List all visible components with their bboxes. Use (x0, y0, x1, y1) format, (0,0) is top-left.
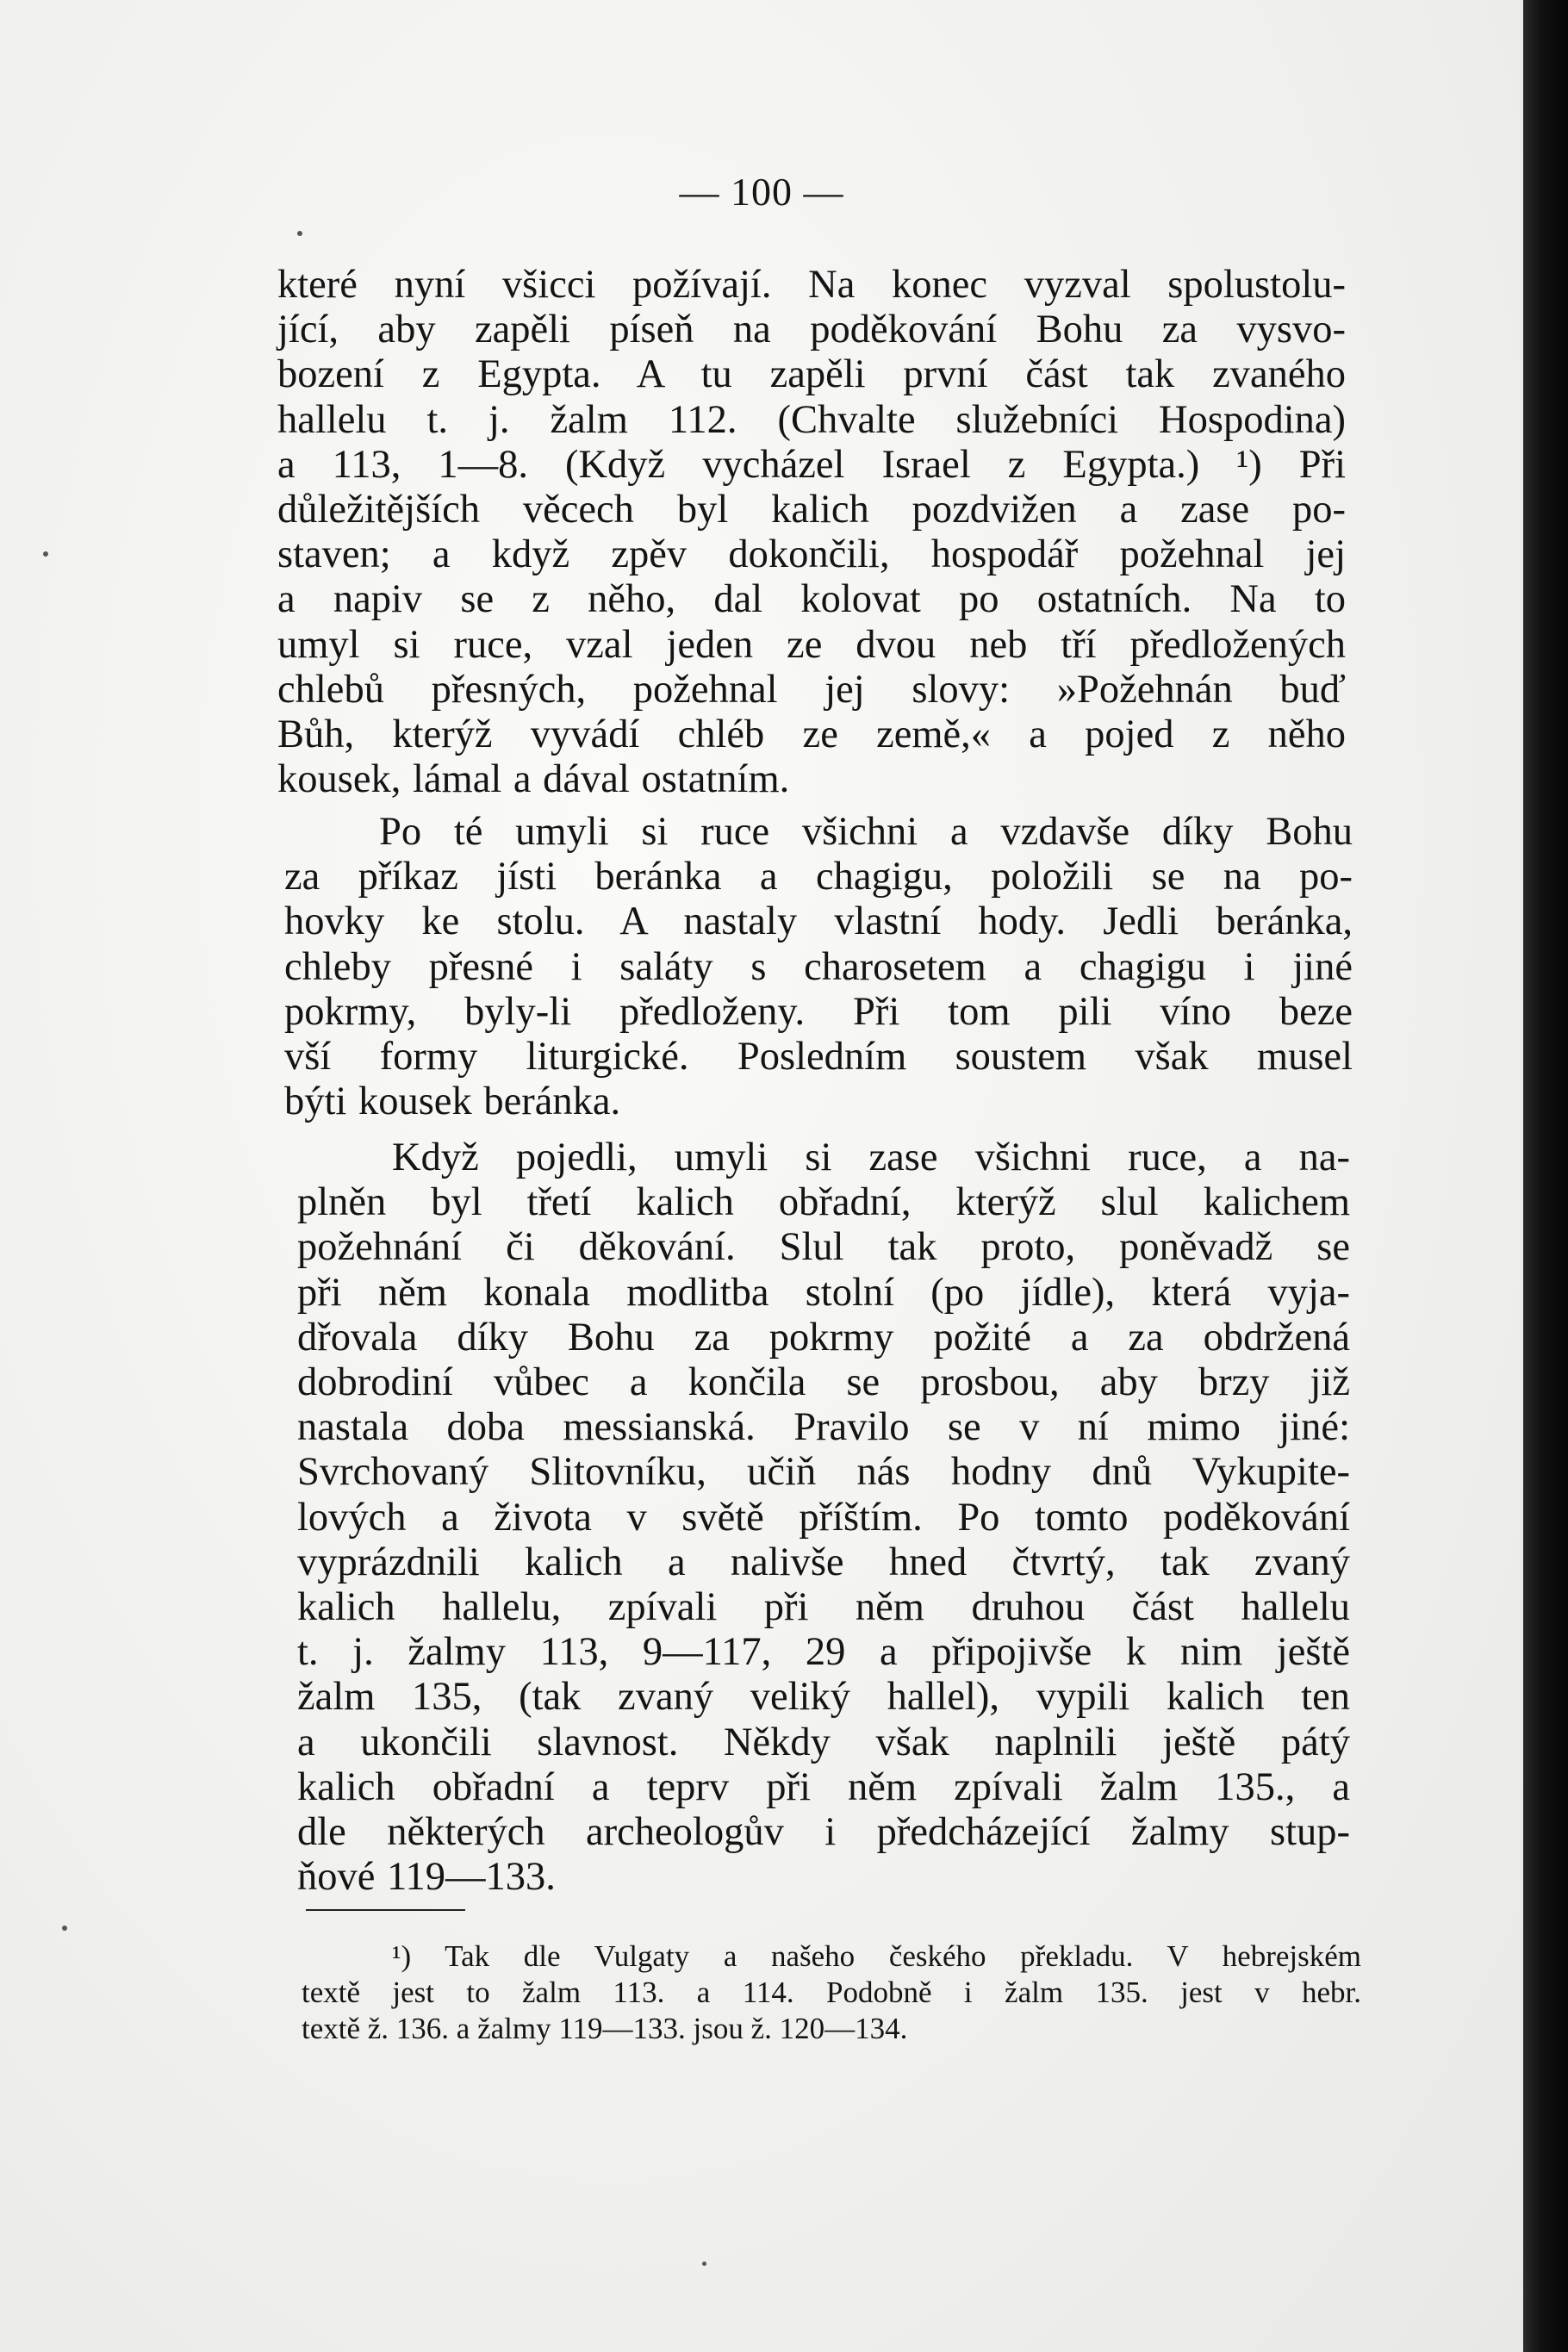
paper-speck (62, 1926, 67, 1931)
text-line: žalm 135, (tak zvaný veliký hallel), vypili kalich ten (297, 1675, 1350, 1720)
text-line: bození z Egypta. A tu zapěli první část tak zvaného (277, 352, 1346, 397)
footnote-divider (306, 1909, 465, 1911)
paragraph-2 (284, 810, 1353, 1124)
text-line: za příkaz jísti beránka a chagigu, položili se na po- (284, 855, 1353, 899)
text-line: Bůh, kterýž vyvádí chléb ze země,« a pojed z něho (277, 712, 1346, 757)
page-number: — 100 — (679, 170, 844, 214)
text-line: dobrodiní vůbec a končila se prosbou, aby brzy již (297, 1360, 1350, 1405)
text-line: t. j. žalmy 113, 9—117, 29 a připojivše k nim ještě (297, 1630, 1350, 1675)
text-line: kousek, lámal a dával ostatním. (277, 757, 790, 802)
text-line: důležitějších věcech byl kalich pozdvižen a zase po- (277, 488, 1346, 532)
book-spine-edge (1523, 0, 1568, 2352)
text-line: chlebů přesných, požehnal jej slovy: »Požehnán buď (277, 667, 1346, 712)
text-line: ňové 119—133. (297, 1855, 556, 1900)
paragraph-1 (277, 263, 1346, 802)
text-line: staven; a když zpěv dokončili, hospodář požehnal jej (277, 532, 1346, 577)
text-line: a napiv se z něho, dal kolovat po ostatních. Na to (277, 577, 1346, 622)
footnote (302, 1938, 1361, 2047)
text-line: které nyní všicci požívají. Na konec vyzval spolustolu- (277, 263, 1346, 307)
text-line: a ukončili slavnost. Někdy však naplnili ještě pátý (297, 1720, 1350, 1764)
text-line: nastala doba messianská. Pravilo se v ní mimo jiné: (297, 1405, 1350, 1450)
text-line: dřovala díky Bohu za pokrmy požité a za obdržená (297, 1315, 1350, 1360)
footnote-line: ¹) Tak dle Vulgaty a našeho českého překladu. V hebrejském (392, 1939, 1361, 1973)
footnote-line: textě ž. 136. a žalmy 119—133. jsou ž. 120—134. (302, 2012, 908, 2045)
text-line: býti kousek beránka. (284, 1080, 621, 1124)
text-line: Svrchovaný Slitovníku, učiň nás hodny dnů Vykupite- (297, 1450, 1350, 1495)
text-line: vyprázdnili kalich a nalivše hned čtvrtý, tak zvaný (297, 1540, 1350, 1584)
text-line: hallelu t. j. žalm 112. (Chvalte služebníci Hospodina) (277, 397, 1346, 442)
paper-speck (43, 551, 48, 557)
text-line: plněn byl třetí kalich obřadní, kterýž slul kalichem (297, 1180, 1350, 1225)
text-line: a 113, 1—8. (Když vycházel Israel z Egypta.) ¹) Při (277, 442, 1346, 487)
text-line: při něm konala modlitba stolní (po jídle), která vyja- (297, 1270, 1350, 1315)
paragraph-3 (297, 1136, 1350, 1900)
text-line: Po té umyli si ruce všichni a vzdavše díky Bohu (379, 810, 1353, 854)
text-line: Když pojedli, umyli si zase všichni ruce, a na- (392, 1136, 1350, 1179)
paper-speck (297, 231, 302, 236)
text-line: dle některých archeologův i předcházející žalmy stup- (297, 1810, 1350, 1855)
text-line: kalich obřadní a teprv při něm zpívali žalm 135., a (297, 1764, 1350, 1809)
footnote-line: textě jest to žalm 113. a 114. Podobně i žalm 135. jest v hebr. (302, 1976, 1361, 2009)
text-line: jící, aby zapěli píseň na poděkování Bohu za vysvo- (277, 308, 1346, 352)
text-line: chleby přesné i saláty s charosetem a chagigu i jiné (284, 944, 1353, 989)
text-line: hovky ke stolu. A nastaly vlastní hody. Jedli beránka, (284, 899, 1353, 944)
text-line: lových a života v světě příštím. Po tomto poděkování (297, 1495, 1350, 1540)
text-line: pokrmy, byly-li předloženy. Při tom pili víno beze (284, 989, 1353, 1034)
text-line: vší formy liturgické. Posledním soustem však musel (284, 1035, 1353, 1080)
text-line: požehnání či děkování. Slul tak proto, poněvadž se (297, 1225, 1350, 1270)
text-line: kalich hallelu, zpívali při něm druhou část hallelu (297, 1585, 1350, 1630)
text-line: umyl si ruce, vzal jeden ze dvou neb tří předložených (277, 622, 1346, 667)
paper-speck (702, 2262, 706, 2266)
